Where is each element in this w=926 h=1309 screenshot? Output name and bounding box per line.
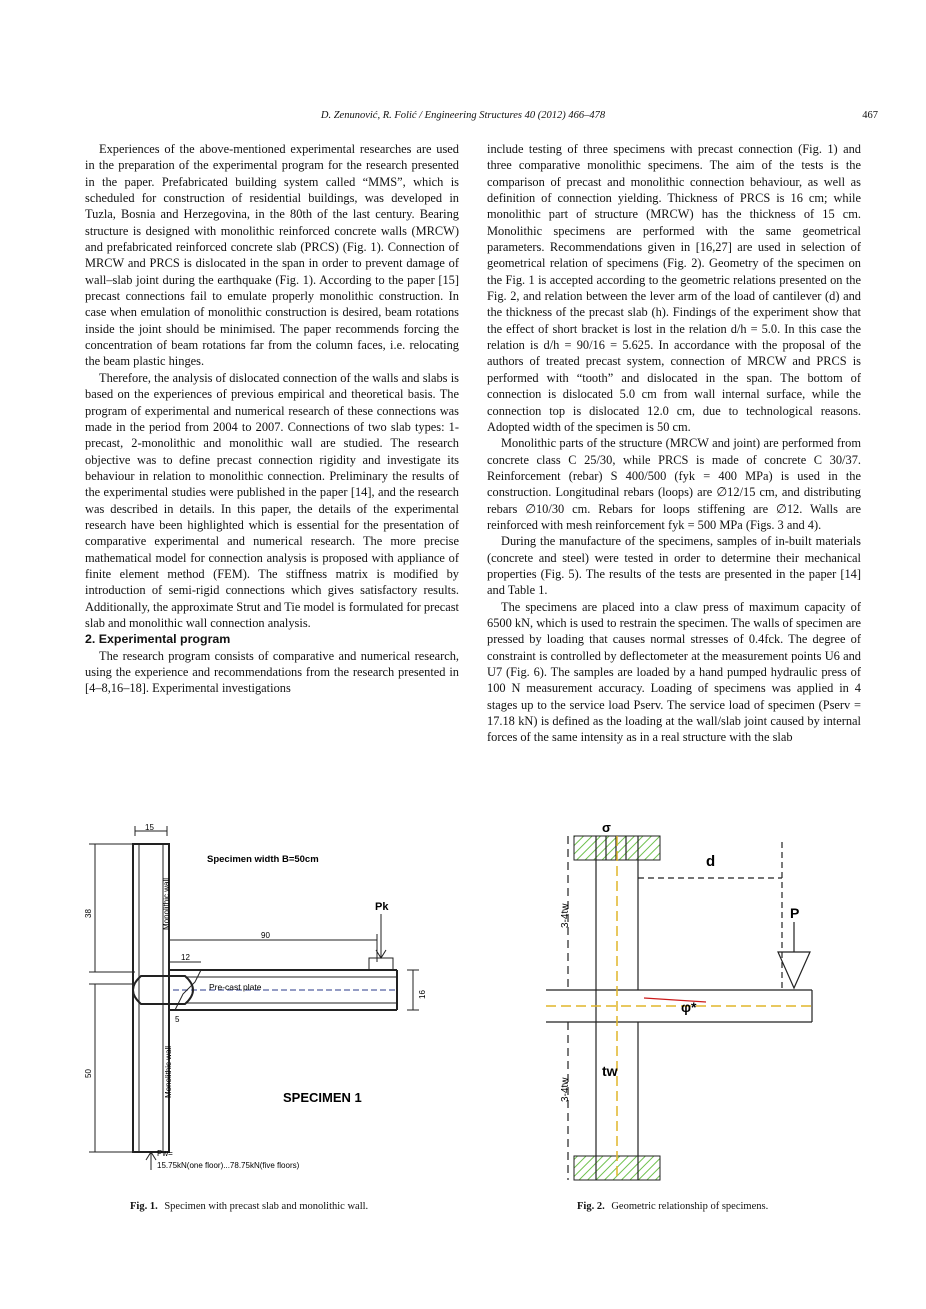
paragraph: Therefore, the analysis of dislocated connection of the walls and slabs is based on the experiences of previous empirical and theoretical basis. The program of experimental and numerical research of these connections was made in the period from 2004 to 2007. Connections of two slab types: 1-precast, 2-monolithic and monolithic wall are studied. The research objective was to define precast connection rigidity and investigate its behaviour in relation to monolithic connection. Preliminary the results of the experimental studies were published in the paper [14], and the research was described in details. In this paper, the details of the experimental research have been highlighted which is essential for the presentation of comparative experimental and numerical research. The more precise mathematical model for connection analysis is proposed with appliance of finite element method (FEM). The stiffness matrix is modified by introduction of semi-rigid connections which gives satisfactory results. Additionally, the approximate Strut and Tie model is formulated for precast slab and monolithic wall connection analysis. (85, 370, 459, 630)
label-wall-upper: Monolithic wall (162, 877, 171, 930)
geometry-drawing (546, 822, 816, 1180)
dim-slab-thickness: 16 (418, 990, 427, 999)
dim-tooth: 12 (181, 953, 190, 962)
dim-lower-height: 3-4tw (560, 1077, 571, 1102)
label-precast-plate: Pre-cast plate (209, 982, 262, 992)
label-pw: Pw= (157, 1149, 173, 1158)
paragraph: The research program consists of comparative and numerical research, using the experience and recommendations from the research presented in [4–8,16–18]. Experimental investigations (85, 648, 459, 696)
paragraph: Experiences of the above-mentioned experimental researches are used in the preparation of the experimental program for the research presented in the paper. Prefabricated building system called “MMS”, which is scheduled for construction of residential buildings, was developed in Tuzla, Bosnia and Herzegovina, in the 80th of the last century. Bearing structure is designed with monolithic reinforced concrete walls (MRCW) and prefabricated reinforced concrete slab (PRCS) (Fig. 1). Connection of MRCW and PRCS is dislocated in the span in order to prevent damage of wall–slab joint during the earthquake (Fig. 1). According to the paper [15] precast connections fail to emulate properly monolithic construction. In case when emulation of monolithic construction is desired, beam rotations inside the joint should be minimised. The paper recommends forcing the concentration of beam rotations far from the column faces, i.e. relocating the beam plastic hinges. (85, 142, 459, 369)
paragraph: During the manufacture of the specimens, samples of in-built materials (concrete and steel) were tested in order to determine their mechanical properties (Fig. 5). The results of the tests are presented in the paper [14] and Table 1. (487, 534, 861, 598)
dim-wall-thickness: 15 (145, 823, 154, 832)
running-header (0, 110, 926, 126)
figure-2-caption (577, 1201, 768, 1212)
label-p: P (790, 905, 800, 921)
label-wall-lower: Monolithic wall (164, 1045, 173, 1098)
paragraph: The specimens are placed into a claw press of maximum capacity of 6500 kN, which is used to restrain the specimen. The walls of specimen are pressed by loading that causes normal stresses of 0.4fck. The degree of constraint is controlled by deflectometer at the measurement points U6 and U7 (Fig. 6). The samples are loaded by a hand pumped hydraulic press of 100 N measurement accuracy. Loading of specimens was applied in 4 stages up to the service load Pserv. The service load of specimen (Pserv = 17.18 kN) is defined as the loading at the wall/slab joint caused by internal forces of the same intensity as in a real structure with the slab (487, 599, 861, 745)
dim-upper-height: 3-4tw (560, 903, 571, 928)
figure-1-caption (130, 1201, 368, 1212)
dim-bottom-offset: 5 (175, 1015, 180, 1024)
caption-number: Fig. 1. (130, 1201, 158, 1212)
label-load-pk: Pk (375, 901, 389, 913)
dim-upper-wall: 38 (84, 909, 93, 918)
specimen-drawing (85, 822, 440, 1180)
label-sigma: σ (602, 820, 611, 835)
dim-lower-wall: 50 (84, 1069, 93, 1078)
label-d: d (706, 853, 716, 870)
label-phi: φ* (681, 999, 697, 1015)
figure-1 (85, 822, 440, 1180)
caption-text: Geometric relationship of specimens. (611, 1201, 769, 1212)
dim-span: 90 (261, 931, 270, 940)
label-pw-values: 15.75kN(one floor)...78.75kN(five floors) (157, 1161, 300, 1170)
caption-text: Specimen with precast slab and monolithic wall. (164, 1201, 369, 1212)
caption-number: Fig. 2. (577, 1201, 605, 1212)
paragraph: include testing of three specimens with precast connection (Fig. 1) and three comparative monolithic specimens. The aim of the tests is the comparison of precast and monolithic connection behaviour, as well as definition of connection yielding. Thickness of PRCS is 16 cm; while monolithic part of structure (MRCW) has the thickness of 15 cm. Monolithic specimens are performed with the same geometrical parameters. Recommendations given in [16,27] are used in selection of geometrical relation of specimens (Fig. 2). Geometry of the specimen on the Fig. 1 is accepted according to the geometric relations presented on the Fig. 2, and relation between the lever arm of the load of cantilever (d) and the thickness of the precast slab (h). Findings of the experiment show that the effect of short bracket is lost in the relation d/h = 5.0. In this case the relation is d/h = 90/16 = 5.625. In accordance with the proposal of the authors of treated precast system, connection of MRCW and PRCS is performed with “tooth” and dislocated in the span. The bottom of connection is dislocated 5.0 cm from wall internal surface, while the connection top is dislocated 12.0 cm, due to technological reasons. Adopted width of the specimen is 50 cm. (487, 142, 861, 434)
label-tw: tw (602, 1063, 618, 1079)
right-column (487, 141, 861, 746)
paragraph: Monolithic parts of the structure (MRCW and joint) are performed from concrete class C 25/30, while PRCS is made of concrete C 30/37. Reinforcement (rebar) S 400/500 (fyk = 400 MPa) is used in the construction. Longitudinal rebars (loops) are ∅12/15 cm, and distributing rebars ∅10/30 cm. Rebars for loops stiffening are ∅12. Walls are reinforced with mesh reinforcement fyk = 500 MPa (Figs. 3 and 4). (487, 436, 861, 532)
figure-2 (546, 822, 816, 1180)
left-column (85, 141, 459, 697)
page-number: 467 (862, 110, 878, 121)
label-specimen-title: SPECIMEN 1 (283, 1090, 362, 1105)
section-heading: 2. Experimental program (85, 632, 231, 647)
label-specimen-width: Specimen width B=50cm (207, 854, 319, 865)
journal-citation: D. Zenunović, R. Folić / Engineering Structures 40 (2012) 466–478 (320, 110, 606, 121)
